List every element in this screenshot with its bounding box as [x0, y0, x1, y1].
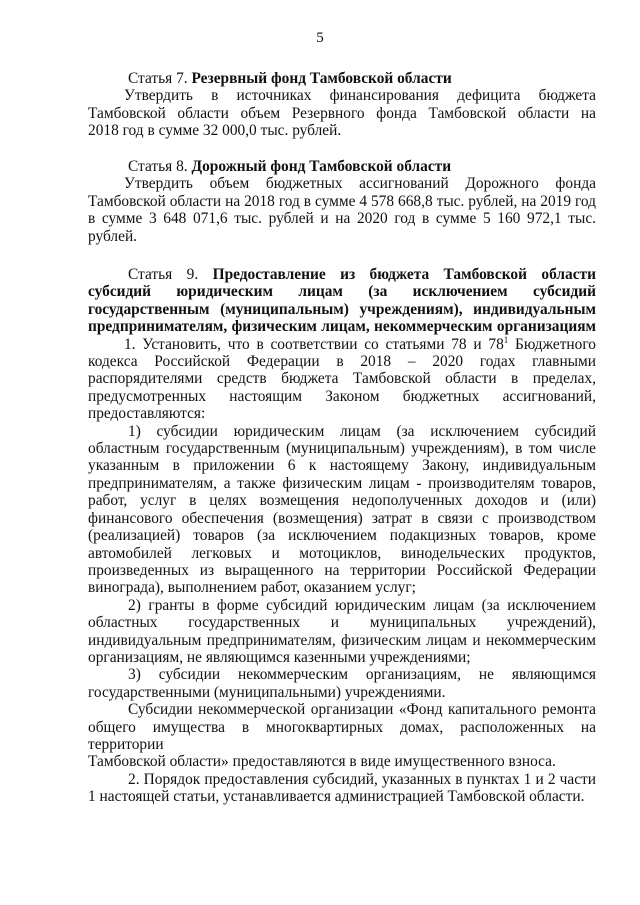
- article-8-text-line: Тамбовской области на 2018 год в сумме 4 578 668,8 тыс. рублей, на 2019 год: [88, 192, 596, 210]
- article-7: [88, 70, 596, 140]
- article-7-text-line: Тамбовской области объем Резервного фонда Тамбовской области на: [88, 104, 596, 122]
- article-7-text-line: Утвердить в источниках финансирования дефицита бюджета: [124, 87, 596, 105]
- article-9-paragraph-1-line: предусмотренных настоящим Законом бюджетных ассигнований,: [88, 387, 596, 405]
- article-9-heading: [88, 266, 596, 283]
- paragraph-2-line: 2. Порядок предоставления субсидий, указанных в пунктах 1 и 2 части: [128, 770, 596, 788]
- article-8-title: Дорожный фонд Тамбовской области: [191, 158, 452, 175]
- item-1-line: финансового обеспечения (возмещения) затрат в связи с производством: [88, 509, 596, 527]
- article-9-paragraph-1-line: кодекса Российской Федерации в 2018 – 2020 годах главными: [88, 353, 596, 371]
- article-9-title-row: [88, 318, 596, 335]
- article-9-title-row: [88, 283, 596, 300]
- article-9-title-row: [88, 301, 596, 318]
- item-1-line: винограда), выполнением работ, оказанием услуг;: [88, 579, 416, 597]
- article-8-text-line: Утвердить объем бюджетных ассигнований Дорожного фонда: [124, 175, 596, 193]
- article-9-title-line: Предоставление из бюджета Тамбовской области: [212, 266, 596, 283]
- item-1-line: указанным в приложении 6 к настоящему Закону, индивидуальным: [88, 457, 596, 475]
- article-7-prefix: Статья 7.: [128, 70, 192, 87]
- article-7-heading: [88, 70, 596, 87]
- item-2-line: индивидуальным предпринимателям, физическим лицам и некоммерческим: [88, 631, 596, 649]
- article-8-heading: [88, 158, 596, 175]
- article-9-title-line: государственным (муниципальным) учреждениям), индивидуальным: [88, 300, 596, 318]
- item-2-line: 2) гранты в форме субсидий юридическим лицам (за исключением: [128, 596, 596, 614]
- item-1-line: работ, услуг в целях возмещения недополученных доходов и (или): [88, 492, 596, 510]
- article-9-title-line: субсидий юридическим лицам (за исключением субсидий: [88, 283, 596, 301]
- item-3-line: государственными (муниципальными) учреждениями.: [88, 683, 446, 701]
- paragraph-2-line: 1 настоящей статьи, устанавливается администрацией Тамбовской области.: [88, 788, 585, 806]
- article-8-text-line: в сумме 3 648 071,6 тыс. рублей и на 2020 год в сумме 5 160 972,1 тыс.: [88, 210, 596, 228]
- item-1-line: предпринимателям, а также физическим лицам - производителям товаров,: [88, 474, 596, 492]
- paragraph-1-text: Бюджетного: [508, 335, 596, 353]
- item-3-line: 3) субсидии некоммерческим организациям, не являющимся: [128, 666, 596, 684]
- item-1-line: областным государственным (муниципальным) учреждениям), в том числе: [88, 440, 596, 458]
- article-8-text-line: рублей.: [88, 227, 138, 245]
- article-9-paragraph-1-line: предоставляются:: [88, 405, 206, 423]
- paragraph-1-text: 1. Установить, что в соответствии со статьями 78 и 78: [124, 335, 504, 353]
- article-7-title: Резервный фонд Тамбовской области: [191, 70, 452, 87]
- fund-paragraph-line: Субсидии некоммерческой организации «Фонд капитального ремонта: [128, 701, 596, 719]
- article-9: [88, 266, 596, 806]
- fund-paragraph-line: общего имущества в многоквартирных домах, расположенных на территории: [88, 718, 596, 753]
- item-1-line: (реализацией) товаров (за исключением подакцизных товаров, кроме: [88, 527, 596, 545]
- article-9-prefix: Статья 9.: [128, 266, 213, 283]
- article-9-paragraph-1-line: [88, 336, 596, 353]
- item-1-line: автомобилей легковых и мотоциклов, винодельческих продуктов,: [88, 544, 596, 562]
- fund-paragraph-line: Тамбовской области» предоставляются в виде имущественного взноса.: [88, 753, 556, 771]
- article-8-prefix: Статья 8.: [128, 158, 192, 175]
- article-9-paragraph-1-line: распорядителями средств бюджета Тамбовской области в пределах,: [88, 370, 596, 388]
- item-1-line: 1) субсидии юридическим лицам (за исключением субсидий: [128, 422, 596, 440]
- article-superscript: 1: [503, 334, 509, 345]
- page-number: 5: [316, 30, 324, 46]
- item-2-line: организациям, не являющимся казенными учреждениями;: [88, 648, 471, 666]
- item-1-line: произведенных из выращенного на территории Российской Федерации: [88, 561, 596, 579]
- article-7-text-line: 2018 год в сумме 32 000,0 тыс. рублей.: [88, 122, 342, 140]
- article-9-title-line: предпринимателям, физическим лицам, некоммерческим организациям: [88, 318, 596, 336]
- item-2-line: областных государственных и муниципальных учреждений),: [88, 614, 596, 632]
- article-8: [88, 158, 596, 245]
